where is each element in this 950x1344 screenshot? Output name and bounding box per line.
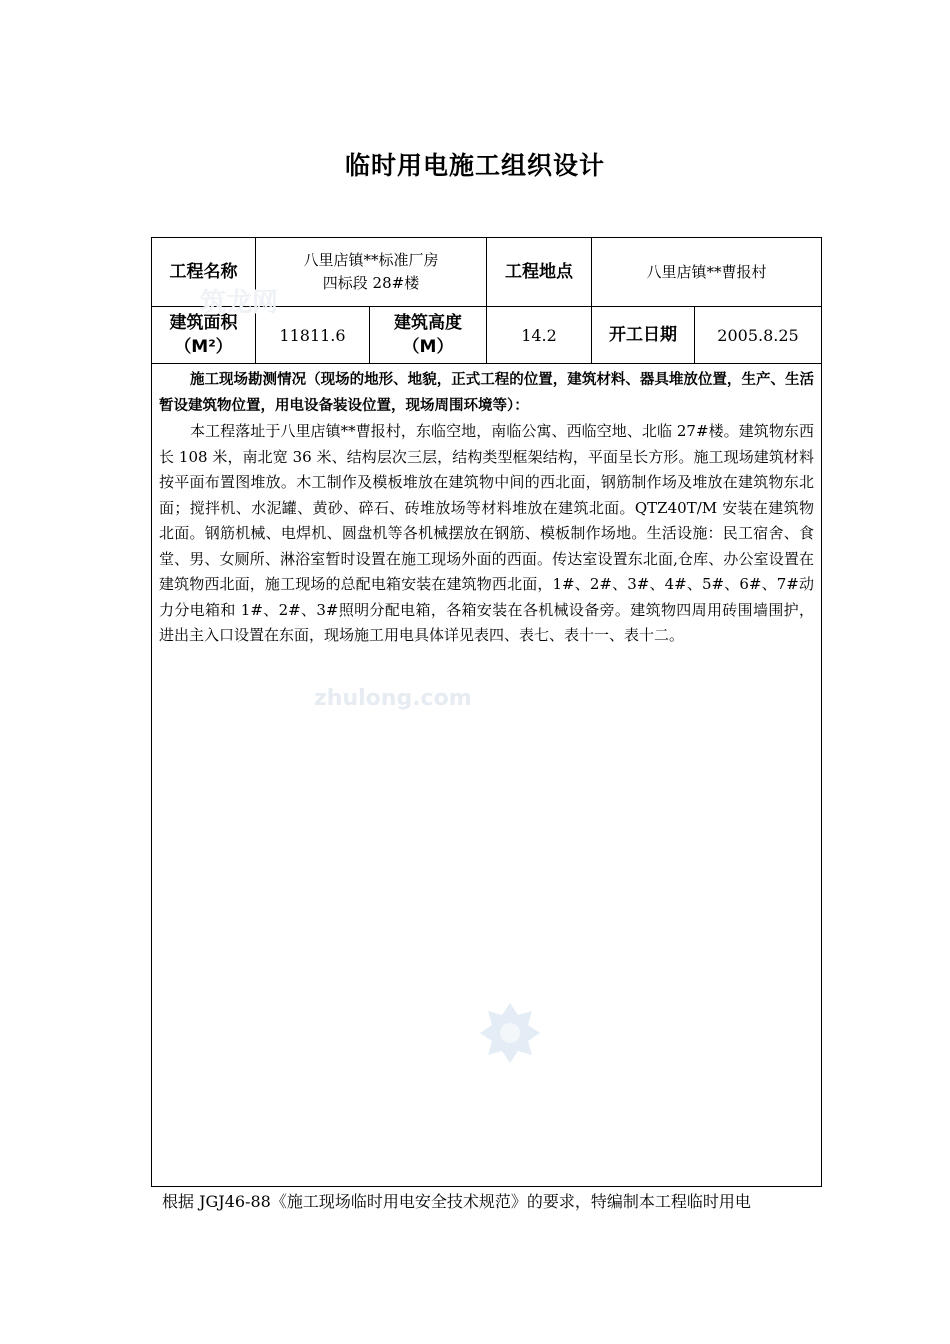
start-date-label: 开工日期 xyxy=(609,325,677,345)
location-label: 工程地点 xyxy=(505,262,573,282)
height-value: 14.2 xyxy=(521,325,557,345)
project-name-value-cell xyxy=(256,238,487,306)
height-label-line1: 建筑高度 xyxy=(394,313,462,333)
height-label-cell xyxy=(370,307,487,363)
location-value-cell xyxy=(592,238,821,306)
table-row-2 xyxy=(152,307,821,364)
survey-heading: 施工现场勘测情况（现场的地形、地貌，正式工程的位置，建筑材料、器具堆放位置，生产、生活暂设建筑物位置，用电设备装设位置，现场周围环境等）： xyxy=(159,372,814,414)
table-row-1 xyxy=(152,238,821,307)
zhulong-watermark: zhulong.com xyxy=(314,686,472,711)
project-name-label-cell xyxy=(152,238,256,306)
location-label-cell xyxy=(487,238,592,306)
location-value: 八里店镇**曹报村 xyxy=(646,262,767,281)
survey-body: 本工程落址于八里店镇**曹报村，东临空地，南临公寓、西临空地、北临 27#楼。建筑物东西长 108 米，南北宽 36 米、结构层次三层，结构类型框架结构，平面呈长方形。施工现场建筑材料按平面布置图堆放。木工制作及模板堆放在建筑物中间的西北面，钢筋制作场及堆放在建筑物东北面；搅拌机、水泥罐、黄砂、碎石、砖堆放场等材料堆放在建筑北面。QTZ40T/M 安装在建筑物北面。钢筋机械、电焊机、圆盘机等各机械摆放在钢筋、模板制作场地。生活设施：民工宿舍、食堂、男、女厕所、淋浴室暂时设置在施工现场外面的西面。传达室设置东北面,仓库、办公室设置在建筑物西北面，施工现场的总配电箱安装在建筑物西北面，1#、2#、3#、4#、5#、6#、7#动力分电箱和 1#、2#、3#照明分配电箱，各箱安装在各机械设备旁。建筑物四周用砖围墙围护，进出主入口设置在东面，现场施工用电具体详见表四、表七、表十一、表十二。 xyxy=(159,422,814,644)
project-name-label: 工程名称 xyxy=(169,262,238,282)
start-date-value-cell xyxy=(695,307,821,363)
zhulong-logo-icon xyxy=(478,1001,542,1065)
project-name-value-line2: 四标段 28#楼 xyxy=(322,274,420,292)
start-date-label-cell xyxy=(592,307,695,363)
area-label-line2: （M²） xyxy=(174,337,233,357)
area-label-cell xyxy=(152,307,256,363)
area-label-line1: 建筑面积 xyxy=(169,313,238,333)
start-date-value: 2005.8.25 xyxy=(717,325,799,345)
height-label-line2: （M） xyxy=(402,337,454,357)
zhulong-cn-watermark: 筑龙网 xyxy=(200,288,279,318)
area-value: 11811.6 xyxy=(279,325,346,345)
document-title: 临时用电施工组织设计 xyxy=(344,151,605,180)
height-value-cell xyxy=(487,307,592,363)
project-name-value-line1: 八里店镇**标准厂房 xyxy=(303,251,439,269)
footer-text: 根据 JGJ46-88《施工现场临时用电安全技术规范》的要求，特编制本工程临时用电 xyxy=(162,1192,751,1211)
survey-section xyxy=(152,364,821,649)
area-value-cell xyxy=(256,307,370,363)
